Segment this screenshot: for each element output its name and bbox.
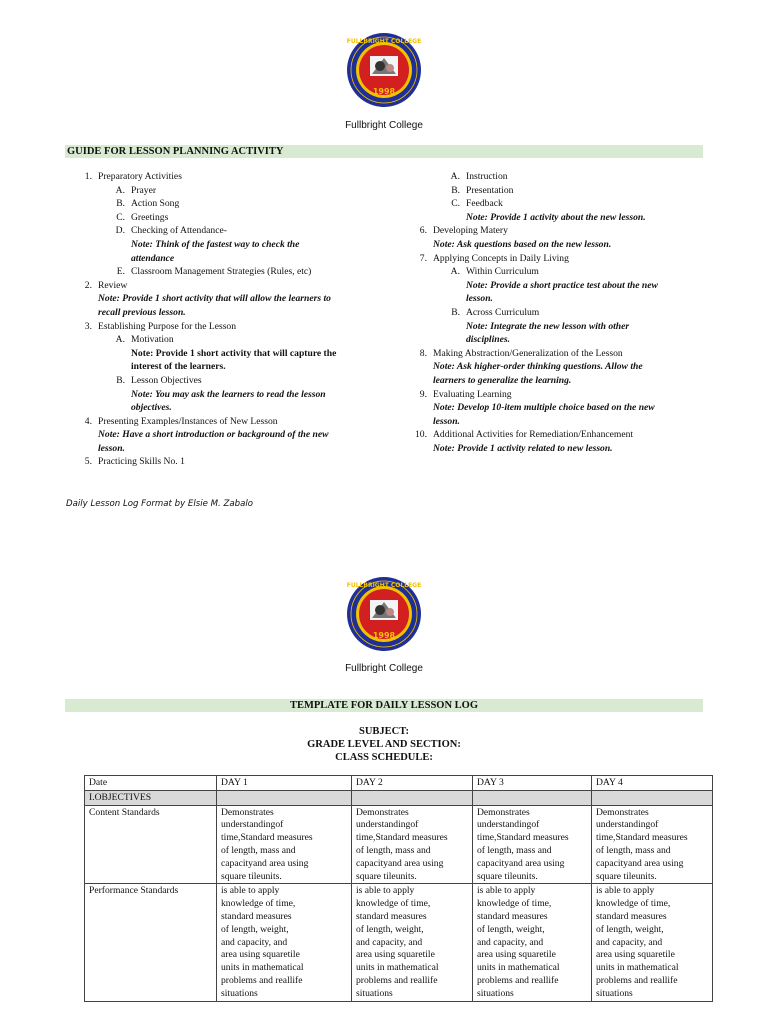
list-item: 10. Additional Activities for Remediation/Enhancement (415, 429, 634, 441)
note: Note: Ask questions based on the new lesson. (433, 238, 612, 250)
note: lesson. (433, 415, 460, 427)
list-item: 5. Practicing Skills No. 1 (84, 456, 185, 468)
college-name: Fullbright College (345, 663, 423, 674)
class-schedule-label: CLASS SCHEDULE: (335, 752, 433, 763)
svg-text:1998: 1998 (372, 87, 396, 96)
list-item: B. Action Song (116, 198, 180, 210)
table-header-row (85, 776, 713, 791)
note: Note: Develop 10-item multiple choice based on the new (433, 402, 655, 414)
college-name: Fullbright College (345, 120, 423, 131)
note: objectives. (131, 402, 172, 414)
guide-title: GUIDE FOR LESSON PLANNING ACTIVITY (67, 146, 284, 157)
note: lesson. (466, 293, 493, 305)
svg-text:FULLBRIGHT COLLEGE: FULLBRIGHT COLLEGE (346, 582, 422, 589)
list-item: A. Motivation (115, 334, 174, 346)
row-label: Performance Standards (85, 884, 217, 1001)
grade-level-label: GRADE LEVEL AND SECTION: (307, 739, 461, 750)
template-title: TEMPLATE FOR DAILY LESSON LOG (289, 700, 479, 711)
college-logo (346, 576, 422, 652)
list-item: B. Across Curriculum (451, 306, 540, 318)
table-cell: is able to apply knowledge of time, standard measures of length, weight, and capacity, and area using squaretile units in mathematical problems and reallife situations (592, 884, 713, 1001)
list-item: B. Lesson Objectives (116, 374, 202, 386)
college-logo (346, 32, 422, 108)
section-cell: I.OBJECTIVES (85, 790, 217, 805)
svg-text:1998: 1998 (372, 631, 396, 640)
list-item: E. Classroom Management Strategies (Rules, etc) (116, 266, 312, 278)
list-item: C. Greetings (116, 211, 169, 223)
note: Note: Think of the fastest way to check the (131, 238, 300, 250)
table-row (85, 805, 713, 884)
guide-right-column (413, 170, 658, 455)
subject-label: SUBJECT: (359, 726, 409, 737)
list-item: A. Instruction (450, 171, 508, 182)
table-cell: is able to apply knowledge of time, standard measures of length, weight, and capacity, and area using squaretile units in mathematical problems and reallife situations (473, 884, 592, 1001)
table-cell: is able to apply knowledge of time, standard measures of length, weight, and capacity, and area using squaretile units in mathematical problems and reallife situations (352, 884, 473, 1001)
note: Note: Provide a short practice test about the new (466, 279, 658, 291)
header-cell: DAY 3 (473, 776, 592, 791)
note: Note: Provide 1 short activity that will allow the learners to (98, 293, 331, 305)
note: attendance (131, 252, 175, 264)
note: learners to generalize the learning. (433, 374, 572, 386)
section-row (85, 790, 713, 805)
header-cell: Date (85, 776, 217, 791)
note: recall previous lesson. (98, 306, 186, 318)
row-label: Content Standards (85, 805, 217, 884)
svg-text:FULLBRIGHT COLLEGE: FULLBRIGHT COLLEGE (346, 38, 422, 45)
note: Note: Provide 1 short activity that will capture the (131, 347, 337, 359)
guide-left-column (78, 170, 336, 469)
table-cell: Demonstrates understandingof time,Standard measures of length, mass and capacityand area using square tileunits. (217, 805, 352, 884)
list-item: B. Presentation (451, 184, 514, 196)
lesson-log-table (84, 775, 713, 1002)
header-cell: DAY 2 (352, 776, 473, 791)
note: Note: Ask higher-order thinking questions. Allow the (433, 361, 643, 373)
list-item: 9. Evaluating Learning (419, 388, 512, 400)
note: Note: Integrate the new lesson with other (466, 320, 630, 332)
table-cell: Demonstrates understandingof time,Standard measures of length, mass and capacityand area using square tileunits. (592, 805, 713, 884)
note: Note: You may ask the learners to read the lesson (131, 388, 326, 400)
guide-title-bar (65, 145, 703, 158)
note: Note: Provide 1 activity related to new lesson. (433, 442, 613, 454)
note: Note: Provide 1 activity about the new lesson. (466, 211, 646, 223)
list-item: 7. Applying Concepts in Daily Living (419, 252, 569, 264)
header-cell: DAY 1 (217, 776, 352, 791)
table-cell: is able to apply knowledge of time, standard measures of length, weight, and capacity, and area using squaretile units in mathematical problems and reallife situations (217, 884, 352, 1001)
list-item: 1. Preparatory Activities (84, 171, 182, 182)
list-item: D. Checking of Attendance- (115, 225, 227, 237)
note: lesson. (98, 442, 125, 454)
list-item: 8. Making Abstraction/Generalization of the Lesson (419, 347, 623, 359)
list-item: C. Feedback (451, 198, 503, 210)
header-cell: DAY 4 (592, 776, 713, 791)
credit-line: Daily Lesson Log Format by Elsie M. Zabalo (66, 499, 254, 509)
list-item: A. Prayer (115, 184, 157, 196)
table-row (85, 884, 713, 1001)
note: disciplines. (466, 334, 510, 346)
list-item: 6. Developing Matery (419, 225, 508, 237)
list-item: 2. Review (84, 279, 128, 291)
list-item: 3. Establishing Purpose for the Lesson (84, 320, 237, 332)
note: interest of the learners. (131, 361, 226, 373)
list-item: A. Within Curriculum (450, 266, 539, 278)
template-title-bar (65, 699, 703, 712)
note: Note: Have a short introduction or background of the new (98, 429, 329, 441)
table-cell: Demonstrates understandingof time,Standard measures of length, mass and capacityand area using square tileunits. (352, 805, 473, 884)
list-item: 4. Presenting Examples/Instances of New Lesson (84, 415, 278, 427)
table-cell: Demonstrates understandingof time,Standard measures of length, mass and capacityand area using square tileunits. (473, 805, 592, 884)
